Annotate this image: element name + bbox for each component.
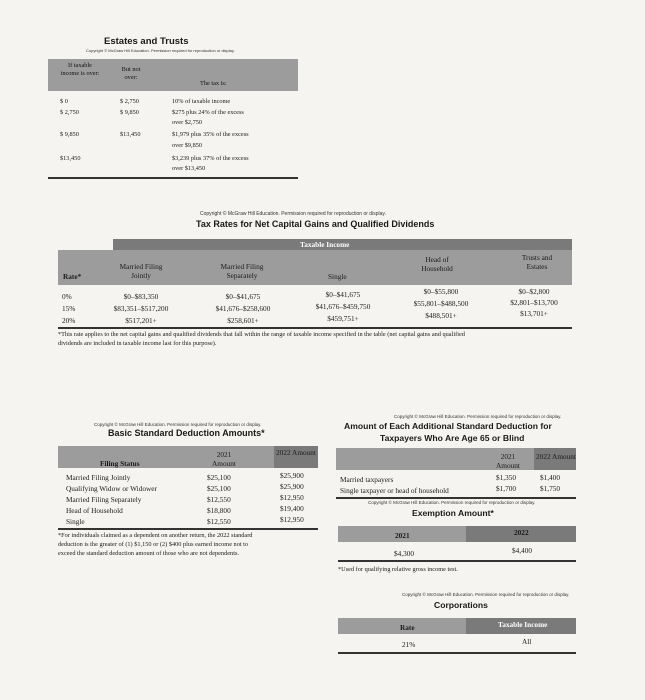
estates-bottom-rule [48, 177, 298, 179]
capital-mfj-r2: $83,351–$517,200 [113, 304, 169, 313]
capital-mfs-r2: $41,676–$258,600 [215, 304, 271, 313]
standard-header-2021: 2021 Amount [212, 450, 236, 468]
standard-row-mfs: Married Filing Separately [66, 495, 142, 504]
exemption-bottom-rule [338, 560, 576, 562]
capital-col-hoh: Head of Household [421, 255, 453, 273]
standard-row-qw: Qualifying Widow or Widower [66, 484, 157, 493]
estates-row2-tax: $275 plus 24% of the excess [172, 109, 244, 116]
estates-title: Estates and Trusts [104, 36, 189, 47]
standard-mfj-2022: $25,900 [280, 471, 304, 480]
standard-single-2022: $12,950 [280, 515, 304, 524]
estates-row2-tax-cont: over $2,750 [172, 119, 203, 126]
additional-married-2022: $1,400 [540, 473, 561, 482]
standard-copyright: Copyright © McGraw Hill Education. Permission required for reproduction or display. [94, 422, 262, 427]
additional-row-single: Single taxpayer or head of household [340, 486, 449, 495]
exemption-2022: $4,400 [512, 546, 533, 555]
estates-copyright: Copyright © McGraw Hill Education. Permission required for reproduction or display. [86, 48, 235, 53]
corporations-rate: 21% [402, 640, 416, 649]
standard-title: Basic Standard Deduction Amounts* [108, 428, 265, 438]
capital-mfj-r3: $517,201+ [125, 316, 157, 325]
capital-mfj-r1: $0–$83,350 [123, 292, 159, 301]
estates-row1-over: $ 0 [60, 98, 68, 105]
standard-header-2022: 2022 Amount [276, 448, 316, 457]
additional-header-2022: 2022 Amount [536, 452, 576, 461]
estates-row4-over: $13,450 [60, 155, 81, 162]
standard-header-status: Filing Status [100, 459, 140, 468]
additional-married-2021: $1,350 [496, 473, 517, 482]
estates-row3-over: $ 9,850 [60, 131, 79, 138]
standard-footnote-3: exceed the standard deduction amount of those who are not dependents. [58, 550, 239, 557]
estates-header-not-over: But not over: [121, 66, 141, 81]
capital-footnote-1: *This rate applies to the net capital gains and qualified dividends that fall within the range of taxable income specified in the table (net capital gains and qualified [58, 331, 465, 338]
estates-row1-not-over: $ 2,750 [120, 98, 139, 105]
capital-col-trusts: Trusts and Estates [521, 253, 553, 271]
estates-row4-tax-cont: over $13,450 [172, 165, 206, 172]
exemption-2021: $4,300 [394, 549, 415, 558]
capital-single-r2: $41,676–$459,750 [315, 302, 371, 311]
capital-trusts-r1: $0–$2,800 [518, 287, 550, 296]
estates-row1-tax: 10% of taxable income [172, 98, 231, 105]
exemption-footnote: *Used for qualifying relative gross income test. [338, 566, 458, 573]
standard-qw-2021: $25,100 [207, 484, 231, 493]
additional-single-2021: $1,700 [496, 484, 517, 493]
standard-row-mfj: Married Filing Jointly [66, 473, 131, 482]
capital-hoh-r1: $0–$55,800 [423, 287, 459, 296]
capital-title: Tax Rates for Net Capital Gains and Qualified Dividends [196, 219, 435, 229]
capital-hoh-r2: $55,801–$488,500 [413, 299, 469, 308]
additional-copyright: Copyright © McGraw Hill Education. Permission required for reproduction or display. [394, 414, 562, 419]
exemption-copyright: Copyright © McGraw Hill Education. Permission required for reproduction or display. [368, 500, 536, 505]
standard-single-2021: $12,550 [207, 517, 231, 526]
capital-rate-20: 20% [62, 316, 76, 325]
exemption-title: Exemption Amount* [412, 508, 494, 518]
additional-bottom-rule [336, 497, 576, 499]
additional-row-married: Married taxpayers [340, 475, 394, 484]
capital-band-label: Taxable Income [300, 240, 350, 249]
capital-mfs-r1: $0–$41,675 [225, 292, 261, 301]
capital-rate-15: 15% [62, 304, 76, 313]
capital-rate-0: 0% [62, 292, 72, 301]
exemption-header-2022: 2022 [514, 528, 529, 537]
standard-row-single: Single [66, 517, 85, 526]
additional-header-2021: 2021 Amount [496, 452, 520, 470]
capital-trusts-r2: $2,801–$13,700 [510, 298, 558, 307]
standard-mfs-2021: $12,550 [207, 495, 231, 504]
corporations-header-income: Taxable Income [498, 620, 548, 629]
capital-trusts-r3: $13,701+ [520, 309, 548, 318]
capital-single-r3: $459,751+ [327, 314, 359, 323]
standard-mfj-2021: $25,100 [207, 473, 231, 482]
estates-row2-not-over: $ 9,850 [120, 109, 139, 116]
standard-row-hoh: Head of Household [66, 506, 123, 515]
capital-col-single: Single [328, 272, 347, 281]
standard-bottom-rule [58, 528, 318, 530]
estates-row3-not-over: $13,450 [120, 131, 141, 138]
standard-qw-2022: $25,900 [280, 482, 304, 491]
estates-row3-tax: $1,979 plus 35% of the excess [172, 131, 249, 138]
capital-rate-header: Rate* [63, 272, 82, 281]
additional-title-1: Amount of Each Additional Standard Deduction for [344, 421, 552, 431]
standard-hoh-2022: $19,400 [280, 504, 304, 513]
corporations-copyright: Copyright © McGraw Hill Education. Permission required for reproduction or display. [402, 592, 570, 597]
corporations-header-rate: Rate [400, 623, 415, 632]
capital-copyright: Copyright © McGraw Hill Education. Permission required for reproduction or display. [200, 211, 386, 217]
estates-header-tax: The tax is: [200, 80, 227, 87]
standard-footnote-2: deduction is the greater of (1) $1,150 or (2) $400 plus earned income not to [58, 541, 249, 548]
corporations-bottom-rule [338, 652, 576, 654]
estates-row3-tax-cont: over $9,850 [172, 142, 203, 149]
estates-header-over: If taxable income is over: [60, 62, 100, 77]
estates-row2-over: $ 2,750 [60, 109, 79, 116]
capital-footnote-2: dividends are included in taxable income last for this purpose). [58, 340, 217, 347]
corporations-income: All [522, 637, 532, 646]
capital-single-r1: $0–$41,675 [325, 290, 361, 299]
standard-hoh-2021: $18,800 [207, 506, 231, 515]
capital-col-mfs: Married Filing Separately [220, 262, 264, 280]
capital-col-mfj: Married Filing Jointly [119, 262, 163, 280]
additional-single-2022: $1,750 [540, 484, 561, 493]
additional-title-2: Taxpayers Who Are Age 65 or Blind [380, 433, 525, 443]
capital-mfs-r3: $258,601+ [227, 316, 259, 325]
exemption-header-2021: 2021 [395, 531, 410, 540]
standard-mfs-2022: $12,950 [280, 493, 304, 502]
capital-hoh-r3: $488,501+ [425, 311, 457, 320]
capital-bottom-rule [58, 327, 572, 329]
standard-footnote-1: *For individuals claimed as a dependent on another return, the 2022 standard [58, 532, 253, 539]
estates-row4-tax: $3,239 plus 37% of the excess [172, 155, 249, 162]
corporations-title: Corporations [434, 600, 488, 610]
